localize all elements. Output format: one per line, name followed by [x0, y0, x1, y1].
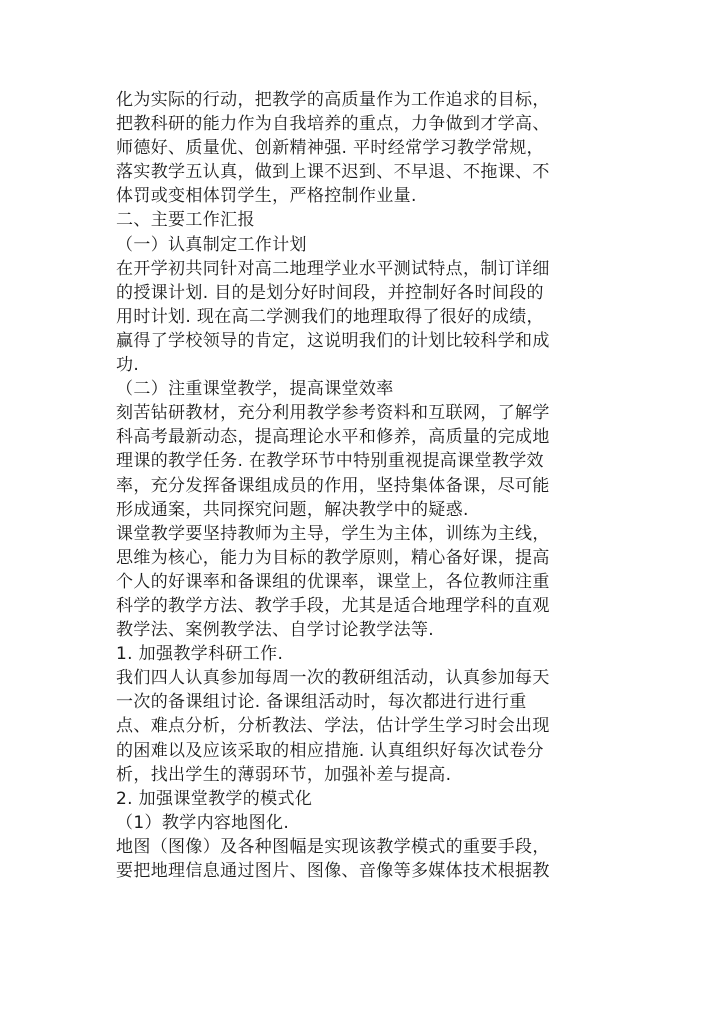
text-line: 率，充分发挥备课组成员的作用，坚持集体备课，尽可能 — [116, 475, 550, 496]
text-line: 形成通案，共同探究问题，解决教学中的疑惑. — [116, 499, 469, 520]
text-line: 科高考最新动态，提高理论水平和修养，高质量的完成地 — [116, 427, 550, 448]
text-line: 刻苦钻研教材，充分利用教学参考资料和互联网，了解学 — [116, 403, 550, 424]
text-line: 用时计划. 现在高二学测我们的地理取得了很好的成绩， — [116, 306, 544, 327]
text-line: 的困难以及应该采取的相应措施. 认真组织好每次试卷分 — [116, 740, 544, 761]
text-line: 赢得了学校领导的肯定，这说明我们的计划比较科学和成 — [116, 330, 550, 351]
text-line: 功. — [116, 355, 140, 376]
document-body — [116, 88, 608, 883]
text-line: 科学的教学方法、教学手段，尤其是适合地理学科的直观 — [116, 595, 550, 616]
text-line: 要把地理信息通过图片、图像、音像等多媒体技术根据教 — [116, 861, 550, 881]
subsection-heading: （一）认真制定工作计划 — [116, 234, 307, 255]
text-line: 体罚或变相体罚学生，严格控制作业量. — [116, 186, 417, 207]
text-line: 地图（图像）及各种图幅是实现该教学模式的重要手段， — [116, 836, 550, 857]
text-line: 化为实际的行动，把教学的高质量作为工作追求的目标， — [116, 90, 550, 110]
text-line: 的授课计划. 目的是划分好时间段，并控制好各时间段的 — [116, 282, 544, 303]
text-line: 在开学初共同针对高二地理学业水平测试特点，制订详细 — [116, 258, 550, 279]
text-line: 一次的备课组讨论. 备课组活动时，每次都进行进行重 — [116, 692, 527, 713]
text-line: 析，找出学生的薄弱环节，加强补差与提高. — [116, 764, 452, 785]
text-line: 课堂教学要坚持教师为主导，学生为主体，训练为主线， — [116, 523, 550, 544]
text-line: 思维为核心，能力为目标的教学原则，精心备好课，提高 — [116, 547, 550, 568]
numbered-heading: 1. 加强教学科研工作. — [116, 644, 284, 665]
section-heading: 二、主要工作汇报 — [116, 210, 255, 231]
text-line: 教学法、案例教学法、自学讨论教学法等. — [116, 620, 435, 641]
text-line: 师德好、质量优、创新精神强. 平时经常学习教学常规， — [116, 138, 544, 159]
numbered-heading: 2. 加强课堂教学的模式化 — [116, 788, 313, 809]
text-line: 落实教学五认真，做到上课不迟到、不早退、不拖课、不 — [116, 162, 550, 183]
text-line: 个人的好课率和备课组的优课率，课堂上，各位教师注重 — [116, 571, 550, 592]
subsection-heading: （二）注重课堂教学，提高课堂效率 — [116, 379, 394, 400]
text-line: 理课的教学任务. 在教学环节中特别重视提高课堂教学效 — [116, 451, 544, 472]
text-line: 把教科研的能力作为自我培养的重点，力争做到才学高、 — [116, 114, 550, 135]
numbered-subheading: （1）教学内容地图化. — [116, 812, 290, 833]
text-line: 我们四人认真参加每周一次的教研组活动，认真参加每天 — [116, 668, 550, 689]
text-line: 点、难点分析，分析教法、学法，估计学生学习时会出现 — [116, 716, 550, 737]
